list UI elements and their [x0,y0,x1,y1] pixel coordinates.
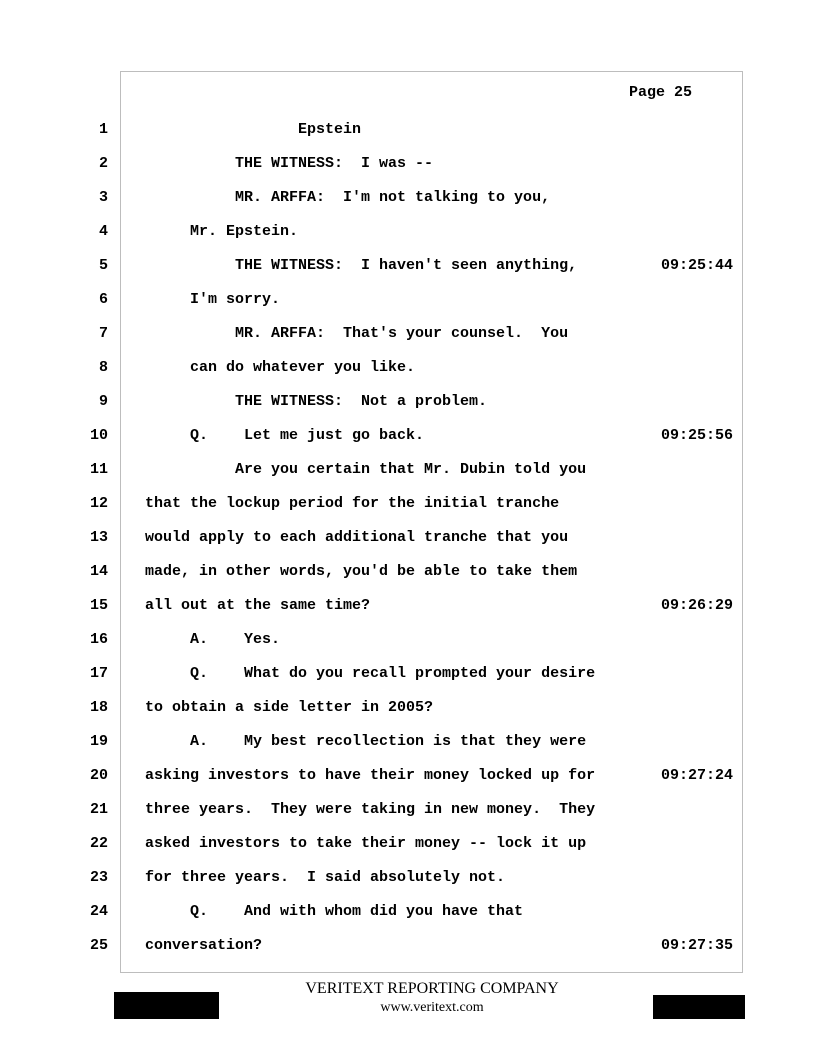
line-text: Epstein [145,121,362,138]
transcript-line [0,121,816,141]
line-number: 16 [89,631,108,648]
footer-company: VERITEXT REPORTING COMPANY [305,980,559,997]
transcript-line [0,495,816,515]
line-number: 19 [89,733,108,750]
line-timestamp: 09:27:35 [661,937,734,954]
line-number: 13 [89,529,108,546]
line-timestamp: 09:27:24 [661,767,734,784]
transcript-line [0,529,816,549]
line-number: 21 [89,801,108,818]
line-timestamp: 09:25:56 [661,427,734,444]
line-number: 6 [98,291,108,308]
transcript-line [0,291,816,311]
line-number: 12 [89,495,108,512]
line-number: 2 [98,155,108,172]
transcript-line [0,869,816,889]
transcript-line [0,427,816,447]
line-text: Q. What do you recall prompted your desire [145,665,596,682]
transcript-line [0,699,816,719]
line-text: would apply to each additional tranche that you [145,529,569,546]
transcript-line [0,631,816,651]
line-text: for three years. I said absolutely not. [145,869,506,886]
line-text: all out at the same time? [145,597,371,614]
transcript-line [0,733,816,753]
line-number: 5 [98,257,108,274]
transcript-line [0,665,816,685]
line-number: 7 [98,325,108,342]
transcript-line [0,223,816,243]
line-number: 8 [98,359,108,376]
transcript-line [0,835,816,855]
line-text: THE WITNESS: I was -- [145,155,434,172]
footer-url: www.veritext.com [380,1000,484,1015]
redaction-box-right [653,995,745,1019]
transcript-line [0,155,816,175]
line-text: made, in other words, you'd be able to take them [145,563,578,580]
line-number: 24 [89,903,108,920]
line-text: Q. And with whom did you have that [145,903,524,920]
line-number: 17 [89,665,108,682]
transcript-line [0,937,816,957]
transcript-line [0,189,816,209]
line-text: that the lockup period for the initial tranche [145,495,560,512]
line-number: 4 [98,223,108,240]
line-text: MR. ARFFA: That's your counsel. You [145,325,569,342]
transcript-line [0,325,816,345]
line-number: 3 [98,189,108,206]
line-text: three years. They were taking in new money. They [145,801,596,818]
line-timestamp: 09:25:44 [661,257,734,274]
line-text: MR. ARFFA: I'm not talking to you, [145,189,551,206]
line-number: 22 [89,835,108,852]
transcript-line [0,597,816,617]
line-number: 23 [89,869,108,886]
transcript-line [0,257,816,277]
line-text: A. My best recollection is that they were [145,733,587,750]
transcript-line [0,393,816,413]
line-text: I'm sorry. [145,291,281,308]
line-text: Mr. Epstein. [145,223,299,240]
line-number: 9 [98,393,108,410]
transcript-line [0,903,816,923]
line-text: Q. Let me just go back. [145,427,425,444]
line-number: 18 [89,699,108,716]
line-number: 15 [89,597,108,614]
line-text: asking investors to have their money locked up for [145,767,596,784]
line-timestamp: 09:26:29 [661,597,734,614]
line-number: 10 [89,427,108,444]
page-number: Page 25 [629,84,693,101]
line-text: THE WITNESS: Not a problem. [145,393,488,410]
line-text: asked investors to take their money -- lock it up [145,835,587,852]
line-number: 20 [89,767,108,784]
transcript-line [0,801,816,821]
transcript-line [0,563,816,583]
line-text: Are you certain that Mr. Dubin told you [145,461,587,478]
line-text: THE WITNESS: I haven't seen anything, [145,257,578,274]
line-number: 25 [89,937,108,954]
line-number: 14 [89,563,108,580]
transcript-line [0,461,816,481]
transcript-line [0,767,816,787]
line-number: 1 [98,121,108,138]
line-number: 11 [89,461,108,478]
line-text: conversation? [145,937,263,954]
line-text: to obtain a side letter in 2005? [145,699,434,716]
line-text: A. Yes. [145,631,281,648]
transcript-line [0,359,816,379]
redaction-box-left [114,992,219,1019]
line-text: can do whatever you like. [145,359,416,376]
